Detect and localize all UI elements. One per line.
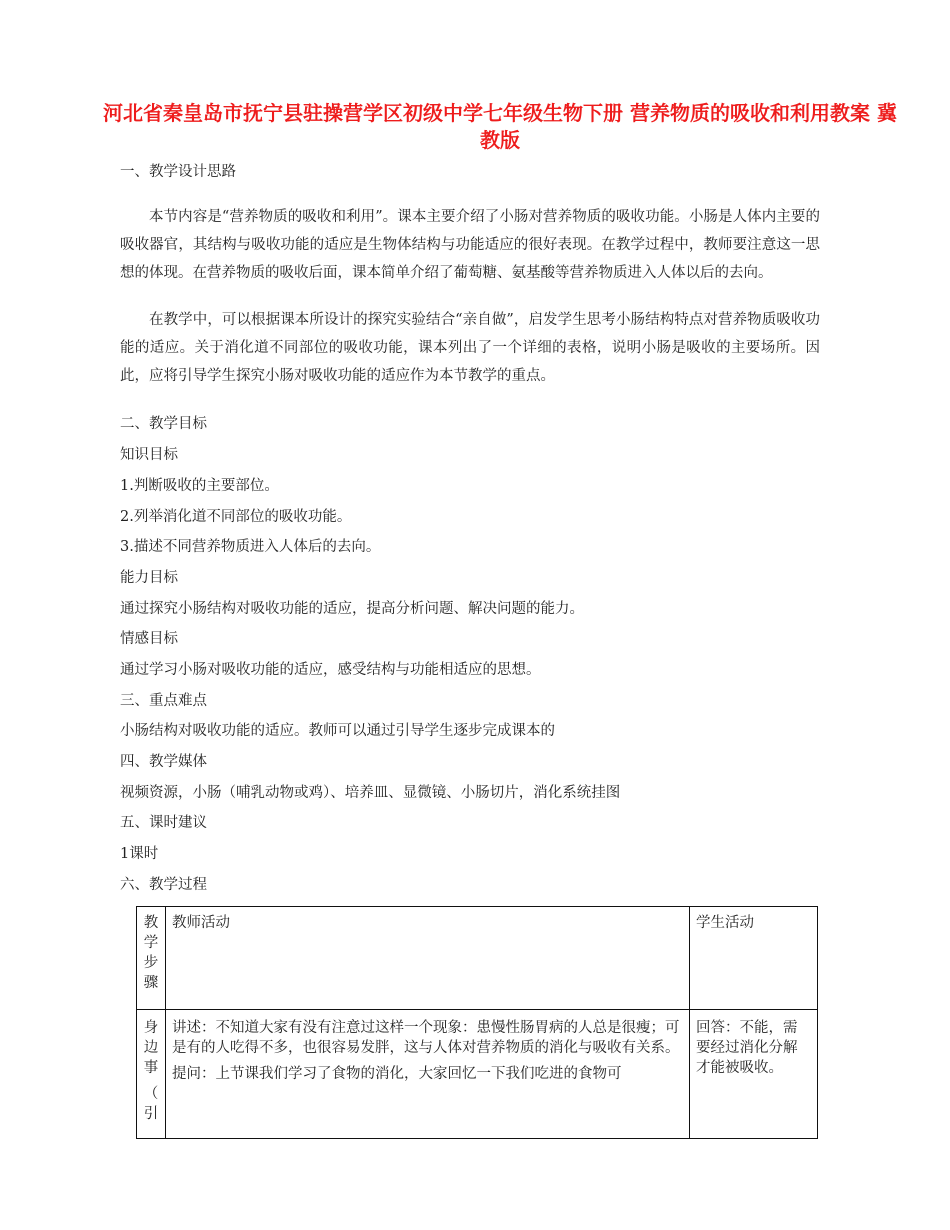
- section-heading-key-points: 三、重点难点: [120, 693, 207, 709]
- section-heading-process: 六、教学过程: [120, 877, 207, 893]
- media-text: 视频资源，小肠（哺乳动物或鸡）、培养皿、显微镜、小肠切片，消化系统挂图: [120, 785, 621, 801]
- header-step-char: 步: [143, 955, 159, 971]
- row-student-cell: [690, 1010, 818, 1139]
- key-points-text: 小肠结构对吸收功能的适应。教师可以通过引导学生逐步完成课本的: [120, 723, 555, 739]
- section-heading-objectives: 二、教学目标: [120, 416, 207, 432]
- row-step-char: 事: [143, 1060, 159, 1076]
- header-teacher-label: 教师活动: [172, 915, 230, 931]
- emotion-objectives-label: 情感目标: [120, 631, 178, 647]
- emotion-objectives-text: 通过学习小肠对吸收功能的适应，感受结构与功能相适应的思想。: [120, 662, 541, 678]
- schedule-text: 1课时: [120, 846, 159, 862]
- header-student-cell: [690, 907, 818, 1010]
- knowledge-item-1: 1.判断吸收的主要部位。: [120, 478, 279, 494]
- row-step-cell: [137, 1010, 166, 1139]
- row-step-char: 边: [143, 1040, 159, 1056]
- header-teacher-cell: [166, 907, 690, 1010]
- section-heading-media: 四、教学媒体: [120, 754, 207, 770]
- row-teacher-cell: [166, 1010, 690, 1139]
- section-heading-schedule: 五、课时建议: [120, 815, 207, 831]
- teacher-activity-narration: 讲述：不知道大家有没有注意过这样一个现象：患慢性肠胃病的人总是很瘦；可是有的人吃得不多，也很容易发胖，这与人体对营养物质的消化与吸收有关系。: [172, 1020, 680, 1056]
- teaching-process-table: [136, 906, 818, 1139]
- header-student-label: 学生活动: [696, 915, 754, 931]
- knowledge-item-3: 3.描述不同营养物质进入人体后的去向。: [120, 539, 381, 555]
- ability-objectives-text: 通过探究小肠结构对吸收功能的适应，提高分析问题、解决问题的能力。: [120, 601, 584, 617]
- student-activity-answer: 回答：不能，需要经过消化分解才能被吸收。: [696, 1020, 798, 1076]
- header-step-cell: [137, 907, 166, 1010]
- section-heading-design: 一、教学设计思路: [120, 164, 236, 180]
- row-step-char: 引: [143, 1106, 159, 1122]
- header-step-char: 骤: [143, 975, 159, 991]
- header-step-char: 教: [143, 915, 159, 931]
- knowledge-objectives-label: 知识目标: [120, 447, 178, 463]
- row-step-char: （: [143, 1086, 159, 1102]
- header-step-char: 学: [143, 935, 159, 951]
- knowledge-item-2: 2.列举消化道不同部位的吸收功能。: [120, 509, 352, 525]
- ability-objectives-label: 能力目标: [120, 570, 178, 586]
- design-paragraph-2: 在教学中，可以根据课本所设计的探究实验结合“亲自做”，启发学生思考小肠结构特点对营养物质吸收功能的适应。关于消化道不同部位的吸收功能，课本列出了一个详细的表格，说明小肠是吸收的主要场所。因此，应将引导学生探究小肠对吸收功能的适应作为本节教学的重点。: [120, 312, 820, 384]
- teacher-activity-question: 提问：上节课我们学习了食物的消化，大家回忆一下我们吃进的食物可: [172, 1066, 622, 1082]
- table-header-row: [137, 907, 818, 1010]
- table-row: [137, 1010, 818, 1139]
- document-title: 河北省秦皇岛市抚宁县驻操营学区初级中学七年级生物下册 营养物质的吸收和利用教案 冀教版: [103, 101, 897, 152]
- design-paragraph-1: 本节内容是“营养物质的吸收和利用”。课本主要介绍了小肠对营养物质的吸收功能。小肠是人体内主要的吸收器官，其结构与吸收功能的适应是生物体结构与功能适应的很好表现。在教学过程中，教师要注意这一思想的体现。在营养物质的吸收后面，课本简单介绍了葡萄糖、氨基酸等营养物质进入人体以后的去向。: [120, 209, 820, 281]
- row-step-char: 身: [143, 1020, 159, 1036]
